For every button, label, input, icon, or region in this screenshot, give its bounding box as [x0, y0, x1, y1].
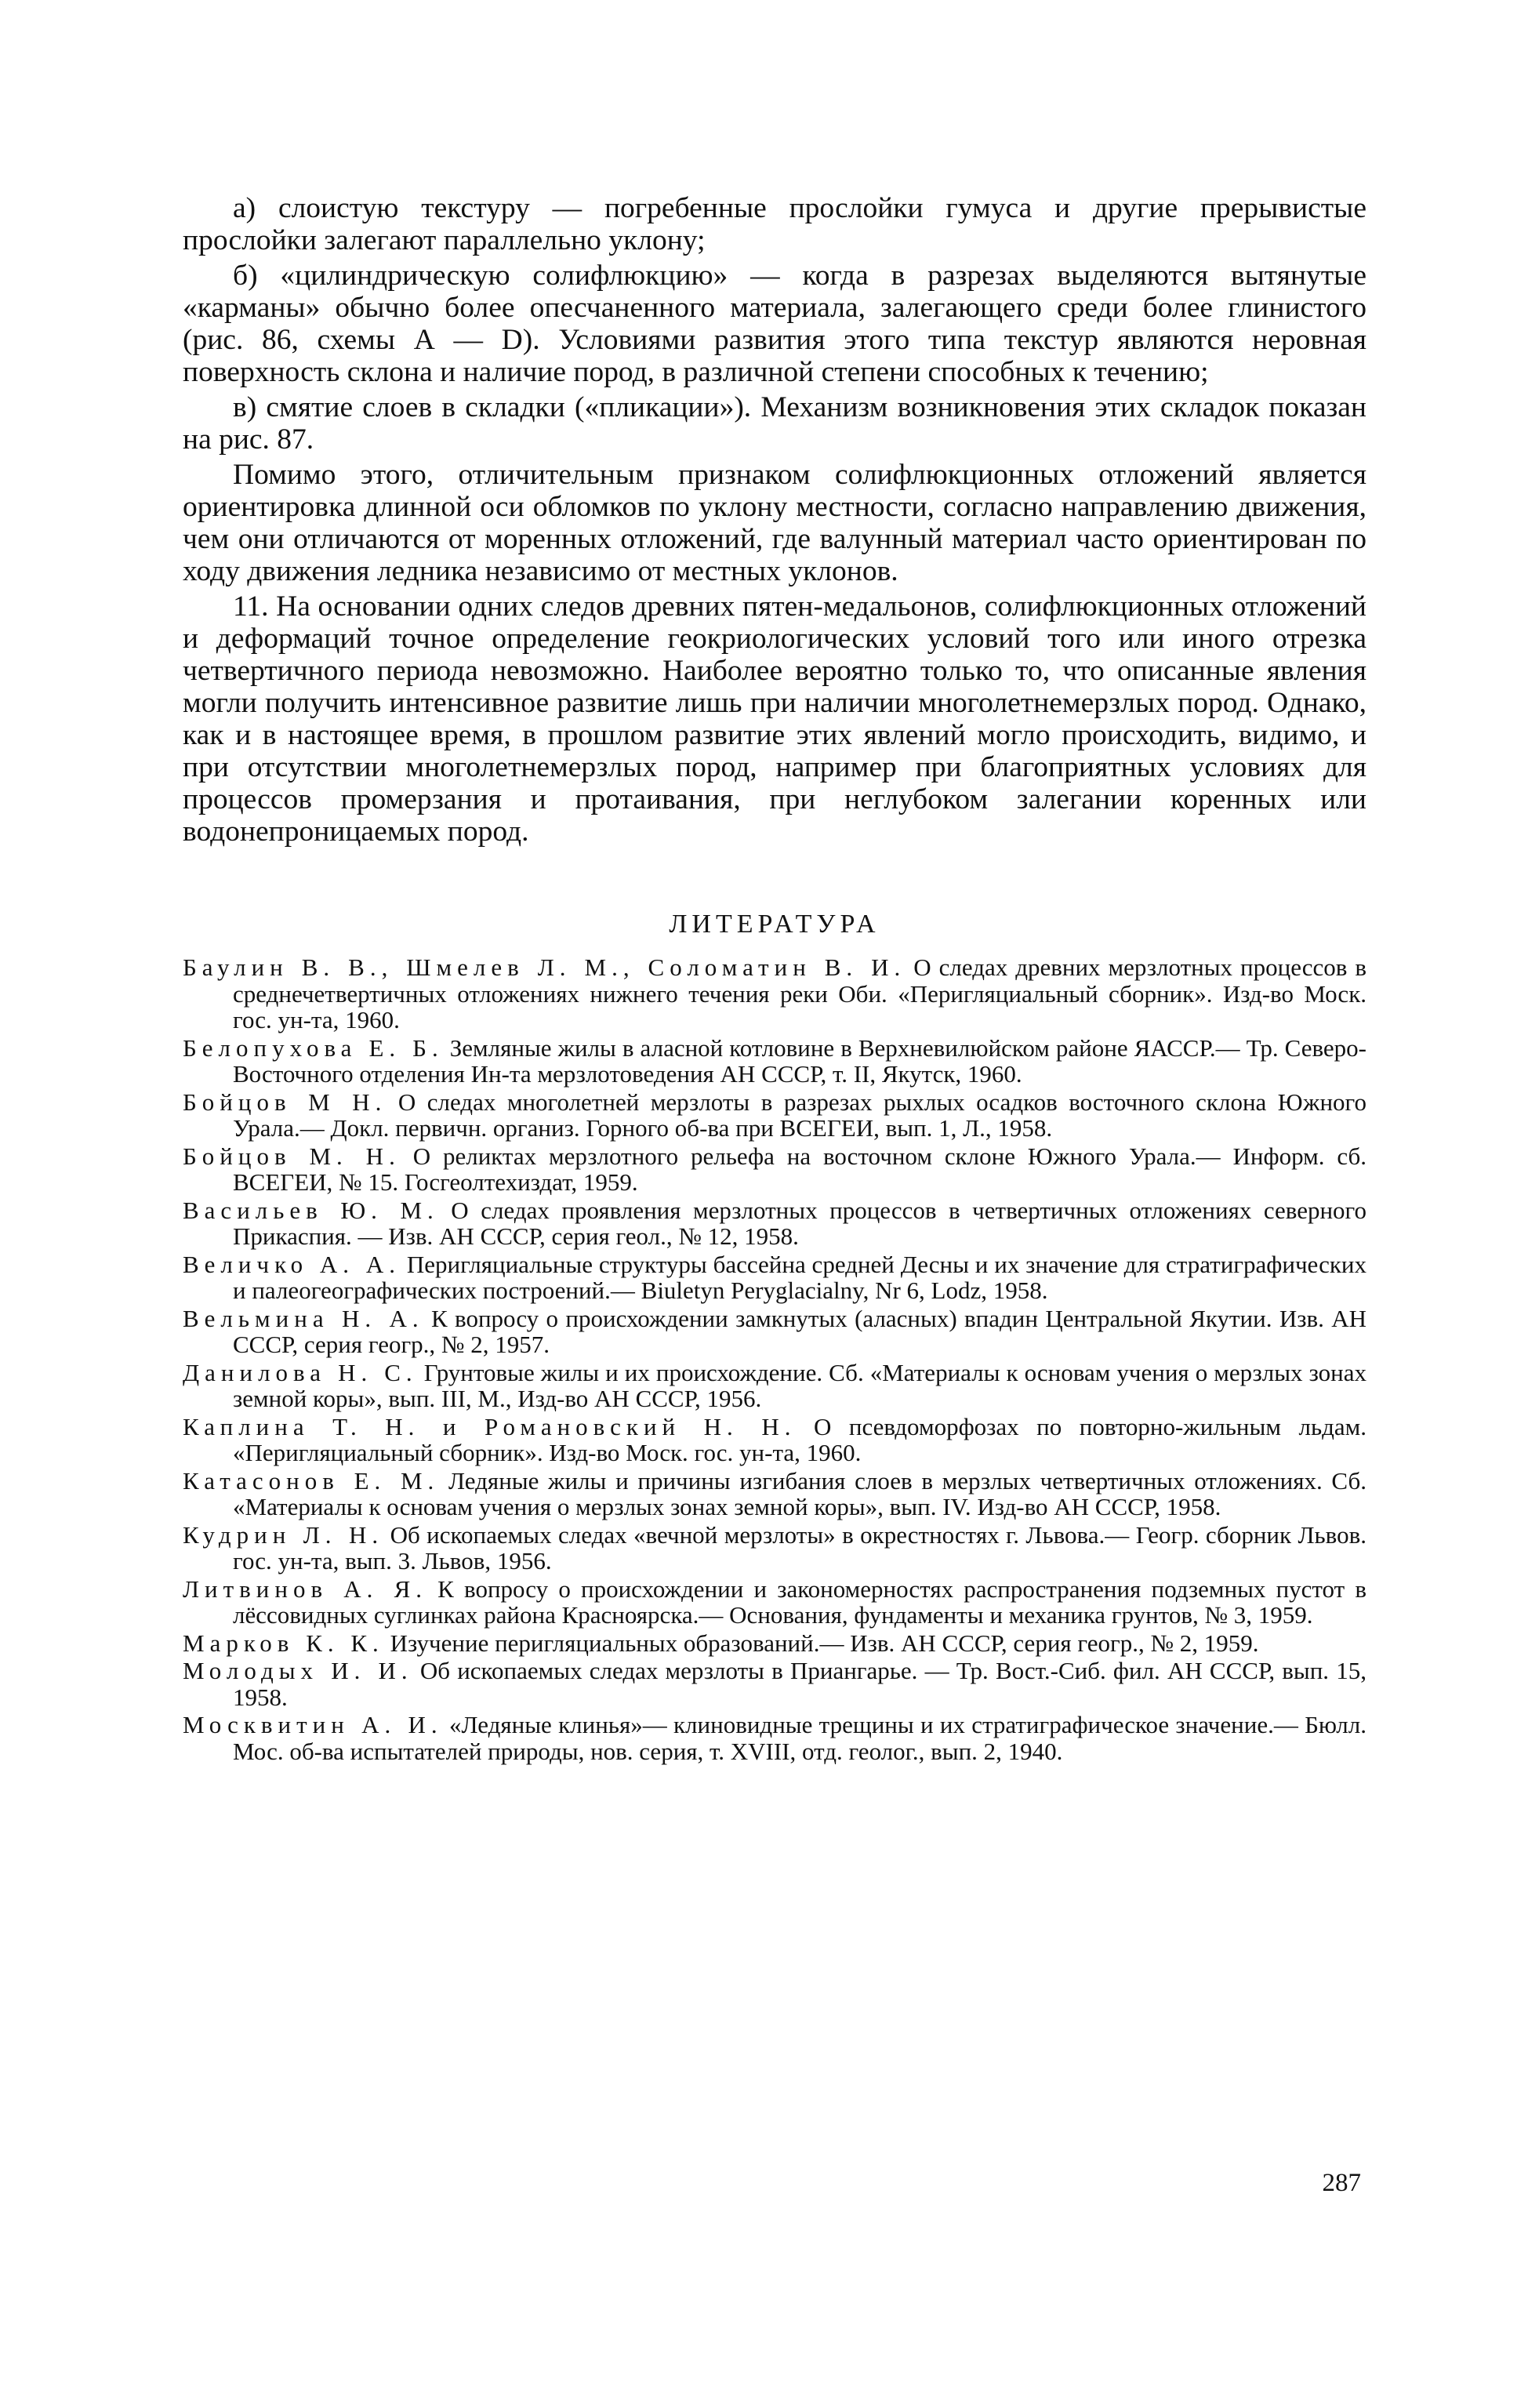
page-content: [183, 192, 1366, 1766]
reference-item: [183, 1360, 1366, 1412]
reference-item: [183, 1522, 1366, 1574]
reference-text: О псевдоморфозах по повторно-жильным льдам. «Перигляциальный сборник». Изд-во Моск. гос. ун-та, 1960.: [233, 1412, 1366, 1466]
reference-item: [183, 1035, 1366, 1088]
reference-author: Данилова Н. С.: [183, 1358, 418, 1386]
reference-text: Изучение перигляциальных образований.— Изв. АН СССР, серия геогр., № 2, 1959.: [383, 1629, 1259, 1657]
reference-item: [183, 1089, 1366, 1142]
reference-text: Об ископаемых следах мерзлоты в Приангарье. — Тр. Вост.-Сиб. фил. АН СССР, вып. 15, 1958.: [233, 1657, 1366, 1711]
reference-author: Марков К. К.: [183, 1629, 384, 1657]
reference-item: [183, 1197, 1366, 1250]
reference-item: [183, 1306, 1366, 1358]
paragraph-11: 11. На основании одних следов древних пятен-медальонов, солифлюкционных отложений и деформаций точное определение геокриологических условий того или иного отрезка четвертичного периода невозможно. Наиболее вероятно только то, что описанные явления могли получить интенсивное развитие лишь при наличии многолетнемерзлых пород. Однако, как и в настоящее время, в прошлом развитие этих явлений могло происходить, видимо, и при отсутствии многолетнемерзлых пород, например при благоприятных условиях для процессов промерзания и протаивания, при неглубоком залегании коренных или водонепроницаемых пород.: [183, 590, 1366, 848]
reference-author: Белопухова Е. Б.: [183, 1033, 444, 1062]
reference-text: О следах многолетней мерзлоты в разрезах рыхлых осадков восточного склона Южного Урала.— Докл. первичн. организ. Горного об-ва при ВСЕГЕИ, вып. 1, Л., 1958.: [233, 1088, 1366, 1142]
reference-author: Баулин В. В., Шмелев Л. М., Соломатин В. И.: [183, 953, 906, 981]
reference-text: «Ледяные клинья»— клиновидные трещины и их стратиграфическое значение.— Бюлл. Мос. об-ва испытателей природы, нов. серия, т. XVIII, отд. геолог., вып. 2, 1940.: [233, 1711, 1366, 1765]
reference-author: Молодых И. И.: [183, 1657, 413, 1684]
reference-author: Кудрин Л. Н.: [183, 1520, 384, 1549]
reference-author: Москвитин А. И.: [183, 1711, 443, 1738]
reference-author: Литвинов А. Я.: [183, 1574, 428, 1603]
reference-text: Перигляциальные структуры бассейна средней Десны и их значение для стратиграфических и палеогеографических построений.— Biuletyn Peryglacialny, Nr 6, Lodz, 1958.: [233, 1250, 1366, 1304]
reference-item: [183, 954, 1366, 1033]
paragraph-b: б) «цилиндрическую солифлюкцию» — когда в разрезах выделяются вытянутые «карманы» обычно более опесчаненного материала, залегающего среди более глинистого (рис. 86, схемы А — D). Условиями развития этого типа текстур являются неровная поверхность склона и наличие пород, в различной степени способных к течению;: [183, 260, 1366, 388]
reference-author: Катасонов Е. М.: [183, 1466, 440, 1495]
reference-text: Об ископаемых следах «вечной мерзлоты» в окрестностях г. Львова.— Геогр. сборник Львов. гос. ун-та, вып. 3. Львов, 1956.: [233, 1520, 1366, 1574]
reference-text: О следах проявления мерзлотных процессов в четвертичных отложениях северного Прикаспия. — Изв. АН СССР, серия геол., № 12, 1958.: [233, 1196, 1366, 1250]
reference-text: Ледяные жилы и причины изгибания слоев в мерзлых четвертичных отложениях. Сб. «Материалы к основам учения о мерзлых зонах земной коры», вып. IV. Изд-во АН СССР, 1958.: [233, 1466, 1366, 1520]
paragraph-a: а) слоистую текстуру — погребенные прослойки гумуса и другие прерывистые прослойки залегают параллельно уклону;: [183, 192, 1366, 256]
reference-item: [183, 1251, 1366, 1304]
body-text: [183, 192, 1366, 848]
reference-text: О реликтах мерзлотного рельефа на восточном склоне Южного Урала.— Информ. сб. ВСЕГЕИ, № 15. Госгеолтехиздат, 1959.: [233, 1142, 1366, 1196]
page-number: 287: [1322, 2169, 1361, 2197]
reference-text: К вопросу о происхождении и закономерностях распространения подземных пустот в лёссовидных суглинках района Красноярска.— Основания, фундаменты и механика грунтов, № 3, 1959.: [233, 1574, 1366, 1629]
references-heading: ЛИТЕРАТУРА: [669, 910, 880, 939]
reference-item: [183, 1630, 1366, 1657]
reference-item: [183, 1658, 1366, 1710]
reference-author: Величко А. А.: [183, 1250, 401, 1278]
reference-item: [183, 1143, 1366, 1196]
reference-author: Васильев Ю. М.: [183, 1196, 439, 1224]
reference-item: [183, 1468, 1366, 1520]
reference-author: Вельмина Н. А.: [183, 1304, 424, 1332]
reference-text: Земляные жилы в аласной котловине в Верхневилюйском районе ЯАССР.— Тр. Северо-Восточного отделения Ин-та мерзлотоведения АН СССР, т. II, Якутск, 1960.: [233, 1033, 1366, 1088]
reference-text: К вопросу о происхождении замкнутых (аласных) впадин Центральной Якутии. Изв. АН СССР, серия геогр., № 2, 1957.: [233, 1304, 1367, 1358]
reference-item: [183, 1712, 1366, 1764]
reference-author: Каплина Т. Н. и Романовский Н. Н.: [183, 1412, 797, 1440]
paragraph-c: в) смятие слоев в складки («пликации»). Механизм возникновения этих складок показан на рис. 87.: [183, 391, 1366, 456]
reference-author: Бойцов М. Н.: [183, 1142, 401, 1170]
paragraph-orientation: Помимо этого, отличительным признаком солифлюкционных отложений является ориентировка длинной оси обломков по уклону местности, согласно направлению движения, чем они отличаются от моренных отложений, где валунный материал часто ориентирован по ходу движения ледника независимо от местных уклонов.: [183, 459, 1366, 587]
reference-item: [183, 1576, 1366, 1629]
reference-author: Бойцов М Н.: [183, 1088, 387, 1116]
reference-text: О следах древних мерзлотных процессов в среднечетвертичных отложениях нижнего течения реки Оби. «Перигляциальный сборник». Изд-во Моск. гос. ун-та, 1960.: [233, 953, 1366, 1033]
references-list: [183, 954, 1366, 1764]
reference-text: Грунтовые жилы и их происхождение. Сб. «Материалы к основам учения о мерзлых зонах земной коры», вып. III, М., Изд-во АН СССР, 1956.: [233, 1358, 1367, 1412]
reference-item: [183, 1414, 1366, 1466]
